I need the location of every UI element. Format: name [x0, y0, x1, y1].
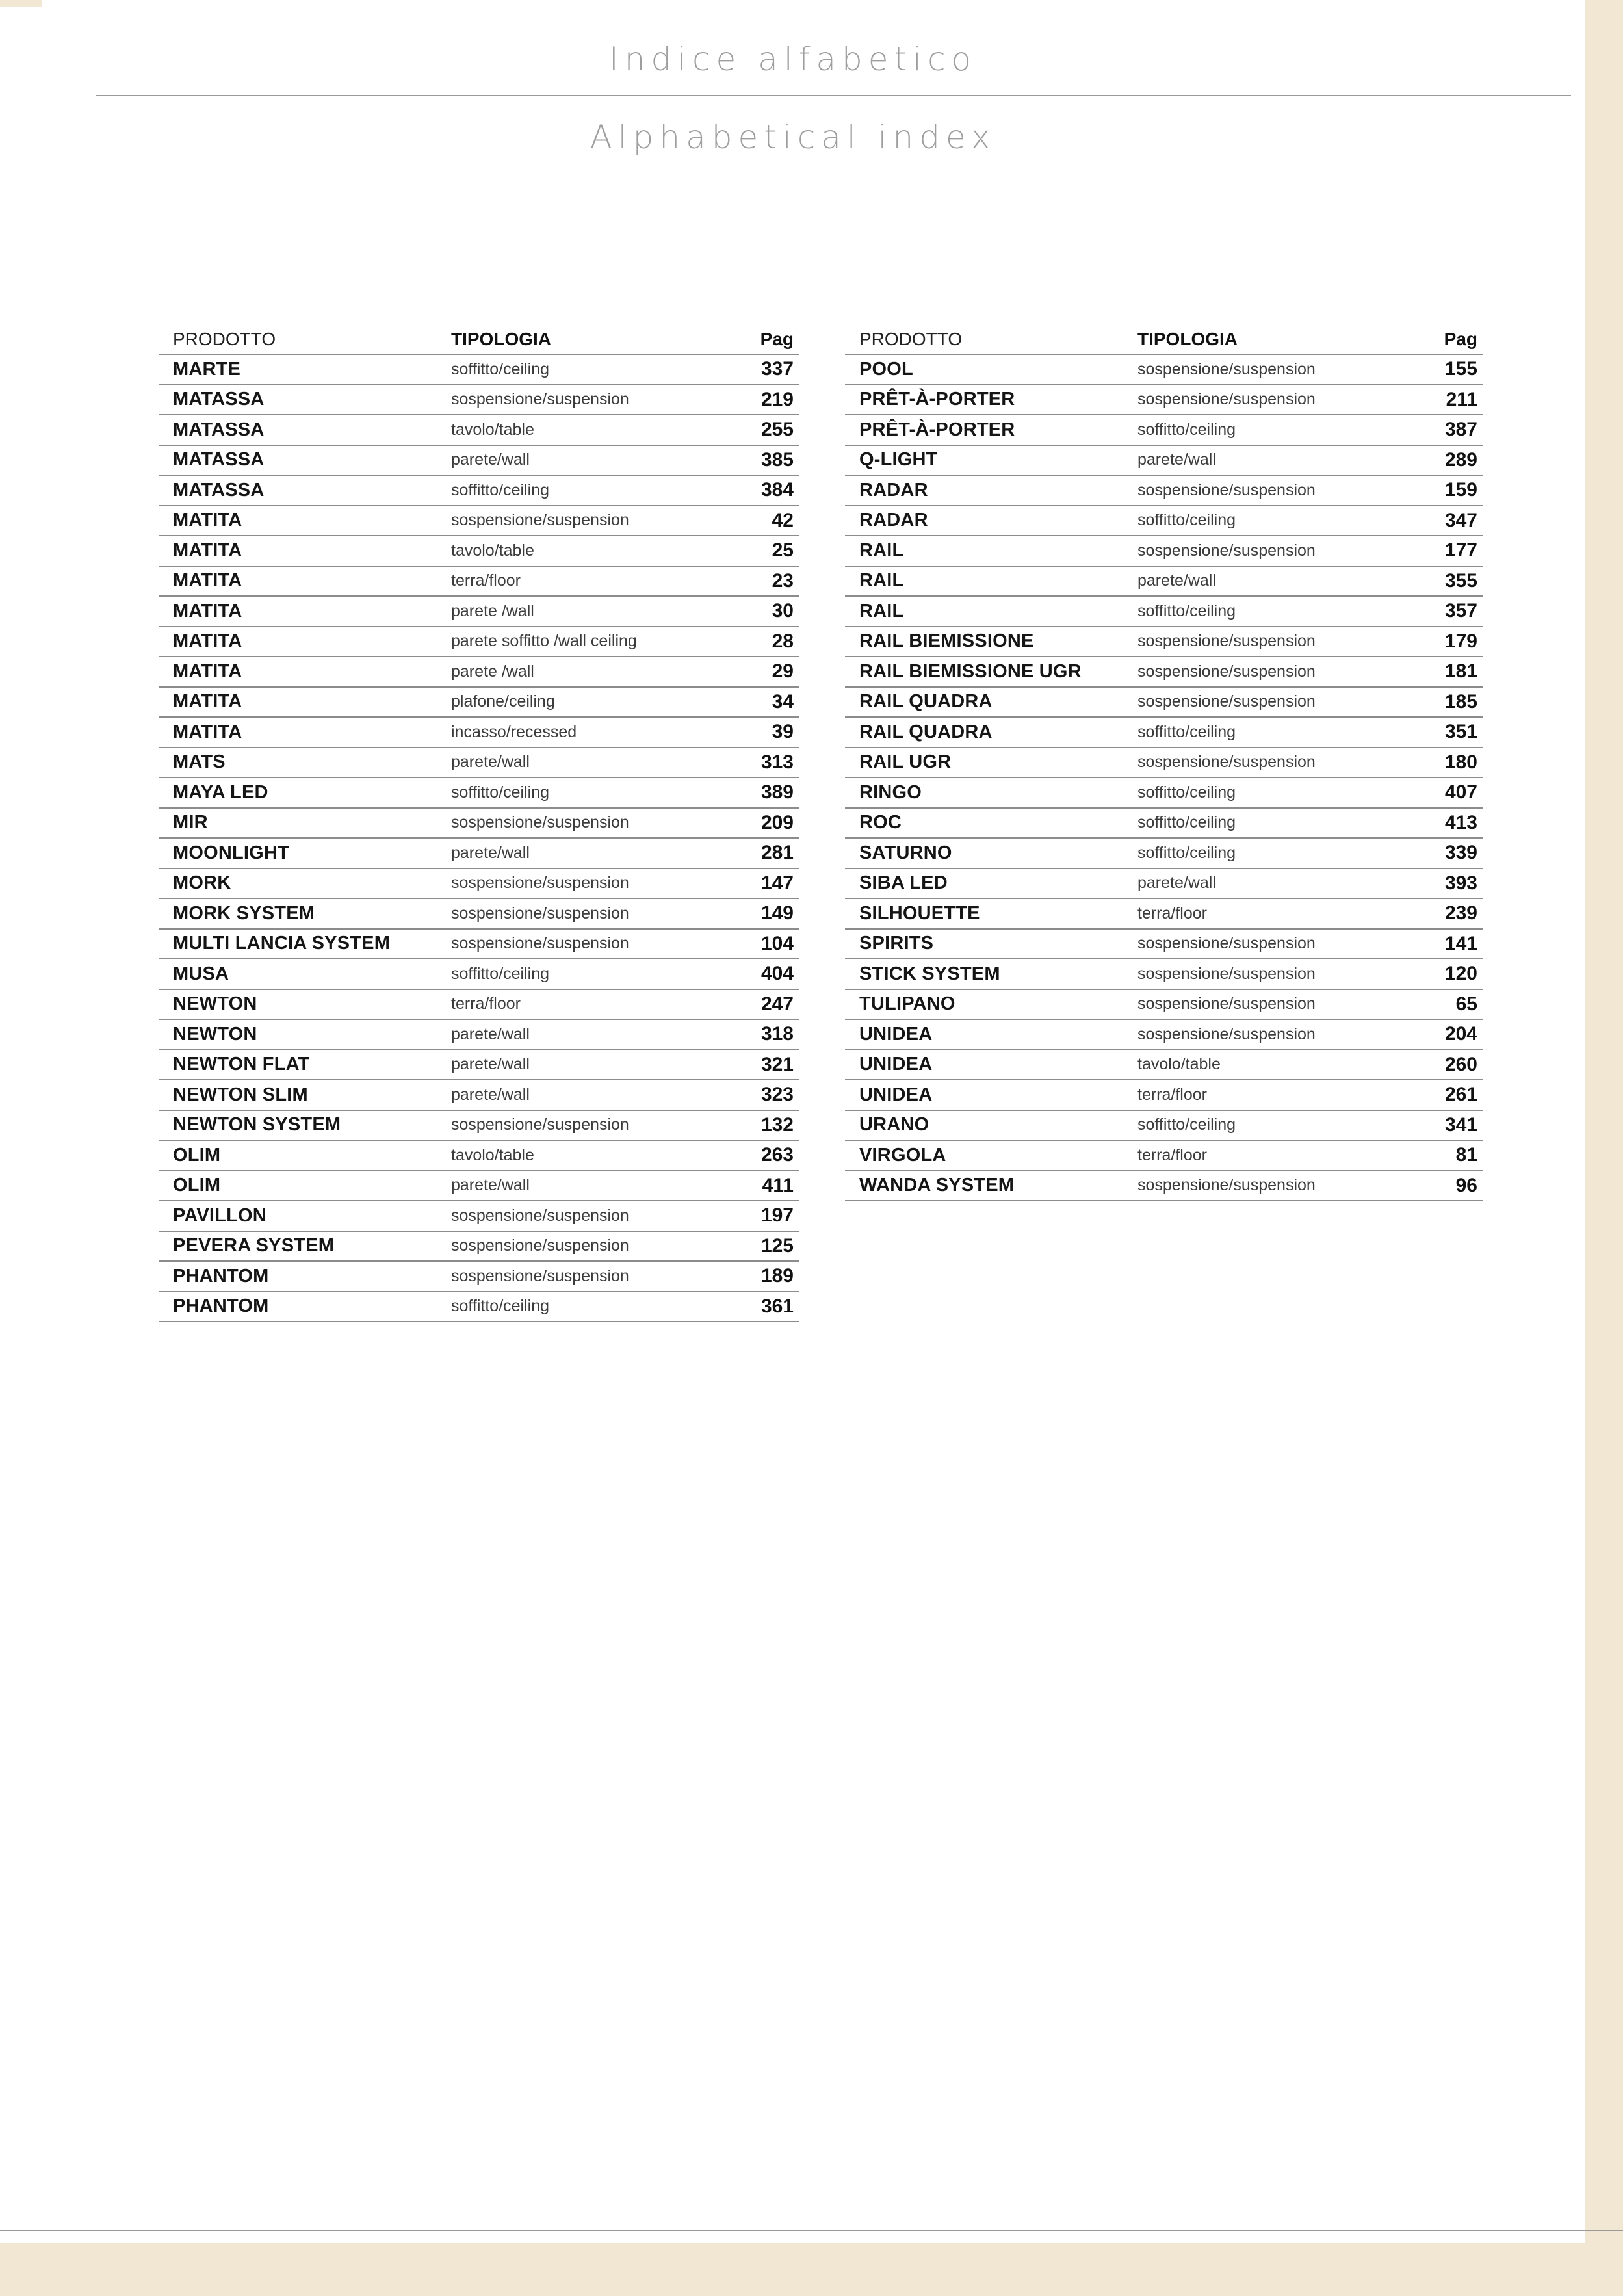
type-label: sospensione/suspension [1137, 390, 1316, 409]
table-row [845, 899, 1483, 930]
header-page: Pag [1444, 329, 1477, 349]
type-label: sospensione/suspension [1137, 934, 1316, 953]
page-number: 289 [1444, 449, 1477, 471]
product-name: MUSA [173, 963, 229, 984]
page-number: 239 [1444, 902, 1477, 924]
page-number: 347 [1444, 509, 1477, 531]
table-row [845, 506, 1483, 537]
table-row [845, 869, 1483, 900]
type-label: terra/floor [1137, 1145, 1207, 1164]
page-number: 125 [760, 1234, 794, 1257]
table-row [845, 688, 1483, 718]
type-label: parete/wall [451, 843, 530, 862]
table-row [159, 899, 799, 930]
product-name: MATITA [173, 600, 242, 621]
table-row [159, 778, 799, 809]
type-label: soffitto/ceiling [451, 480, 550, 499]
page-number: 185 [1444, 690, 1477, 712]
page-number: 385 [760, 449, 794, 471]
header-type: TIPOLOGIA [451, 329, 551, 349]
type-label: sospensione/suspension [451, 813, 629, 832]
type-label: tavolo/table [451, 1145, 534, 1164]
page-number: 404 [760, 963, 794, 985]
page-number: 179 [1444, 630, 1477, 652]
type-label: sospensione/suspension [1137, 964, 1316, 983]
type-label: parete/wall [451, 753, 530, 772]
product-name: MATASSA [173, 449, 265, 471]
table-row [845, 476, 1483, 506]
page-number: 65 [1455, 993, 1477, 1015]
table-row [159, 385, 799, 416]
table-row [159, 748, 799, 779]
accent-band-bottom [0, 2243, 1623, 2296]
page-number: 339 [1444, 842, 1477, 864]
page-number: 261 [1444, 1084, 1477, 1106]
title-divider [96, 95, 1571, 96]
page-number: 281 [760, 842, 794, 864]
page-number: 355 [1444, 569, 1477, 592]
product-name: RADAR [859, 479, 928, 501]
page-title-english: Alphabetical index [590, 118, 996, 156]
type-label: parete/wall [451, 1085, 530, 1104]
page-number: 247 [760, 993, 794, 1015]
product-name: MATITA [173, 631, 242, 652]
product-name: VIRGOLA [859, 1144, 946, 1166]
table-row [845, 959, 1483, 990]
page-number: 180 [1444, 751, 1477, 773]
table-row [159, 1111, 799, 1141]
table-row [159, 718, 799, 748]
type-label: parete/wall [451, 1024, 530, 1043]
table-row [845, 1141, 1483, 1171]
product-name: NEWTON [173, 993, 257, 1015]
page-number: 318 [760, 1023, 794, 1045]
type-label: soffitto/ceiling [451, 964, 550, 983]
product-name: SIBA LED [859, 872, 948, 894]
product-name: SILHOUETTE [859, 902, 980, 924]
page-number: 147 [760, 872, 794, 894]
type-label: sospensione/suspension [451, 1236, 629, 1255]
type-label: soffitto/ceiling [451, 1297, 550, 1316]
type-label: parete/wall [1137, 874, 1216, 893]
type-label: sospensione/suspension [1137, 632, 1316, 651]
page-number: 411 [762, 1174, 794, 1196]
table-row [845, 1171, 1483, 1202]
table-row [845, 809, 1483, 839]
product-name: PRÊT-À-PORTER [859, 419, 1015, 440]
corner-accent-chip [0, 0, 42, 7]
footer-rule [0, 2230, 1623, 2231]
product-name: MORK SYSTEM [173, 902, 315, 924]
table-row [159, 1201, 799, 1232]
page-number: 209 [760, 811, 794, 833]
type-label: soffitto/ceiling [451, 359, 550, 378]
table-row [845, 1111, 1483, 1141]
table-row [159, 597, 799, 627]
product-name: MATASSA [173, 389, 265, 410]
table-row [159, 476, 799, 506]
type-label: sospensione/suspension [1137, 692, 1316, 711]
table-row [845, 1080, 1483, 1111]
product-name: POOL [859, 358, 913, 380]
product-name: RAIL BIEMISSIONE UGR [859, 660, 1082, 682]
page-number: 23 [772, 569, 794, 592]
page-number: 255 [760, 419, 794, 441]
page-number: 361 [760, 1295, 794, 1317]
page-number: 149 [760, 902, 794, 924]
table-row [845, 748, 1483, 779]
type-label: tavolo/table [451, 420, 534, 439]
page-number: 141 [1444, 932, 1477, 954]
table-row [159, 839, 799, 869]
product-name: OLIM [173, 1175, 221, 1196]
page-number: 155 [1444, 358, 1477, 380]
table-row [159, 930, 799, 960]
product-name: RAIL QUADRA [859, 721, 993, 742]
product-name: NEWTON [173, 1023, 257, 1045]
product-name: URANO [859, 1114, 929, 1136]
page-number: 39 [772, 721, 794, 743]
table-row [845, 627, 1483, 658]
table-row [845, 839, 1483, 869]
page-number: 132 [760, 1114, 794, 1136]
type-label: parete soffitto /wall ceiling [451, 632, 637, 651]
product-name: OLIM [173, 1144, 221, 1166]
product-name: PHANTOM [173, 1265, 269, 1286]
table-row [159, 1020, 799, 1050]
table-row [159, 809, 799, 839]
type-label: soffitto/ceiling [1137, 511, 1236, 530]
type-label: soffitto/ceiling [451, 783, 550, 802]
type-label: sospensione/suspension [1137, 753, 1316, 772]
table-row [845, 657, 1483, 688]
table-row [845, 930, 1483, 960]
product-name: MATS [173, 751, 226, 773]
page-number: 389 [760, 781, 794, 803]
table-body-left [159, 355, 799, 1322]
product-name: PHANTOM [173, 1296, 269, 1317]
page-number: 323 [760, 1084, 794, 1106]
product-name: MOONLIGHT [173, 842, 290, 863]
table-header-row [845, 325, 1483, 355]
product-name: TULIPANO [859, 993, 955, 1015]
type-label: sospensione/suspension [1137, 541, 1316, 560]
page-number: 413 [1444, 811, 1477, 833]
table-row [159, 688, 799, 718]
page-number: 177 [1444, 540, 1477, 562]
page-number: 211 [1446, 388, 1477, 410]
type-label: sospensione/suspension [1137, 480, 1316, 499]
product-name: SATURNO [859, 842, 952, 863]
table-row [159, 657, 799, 688]
type-label: sospensione/suspension [451, 874, 629, 893]
table-row [845, 990, 1483, 1021]
header-product: PRODOTTO [859, 329, 963, 349]
product-name: UNIDEA [859, 1084, 933, 1105]
table-row [159, 567, 799, 597]
page-number: 29 [772, 660, 794, 683]
product-name: MATITA [173, 510, 242, 531]
table-row [159, 536, 799, 567]
page-number: 219 [760, 388, 794, 410]
table-header-row [159, 325, 799, 355]
product-name: MAYA LED [173, 781, 268, 803]
product-name: UNIDEA [859, 1054, 933, 1075]
table-row [159, 1080, 799, 1111]
page-number: 181 [1444, 660, 1477, 683]
table-row [845, 415, 1483, 446]
product-name: RADAR [859, 510, 928, 531]
product-name: RAIL [859, 540, 904, 561]
product-name: MORK [173, 872, 231, 894]
table-row [159, 506, 799, 537]
type-label: terra/floor [1137, 1085, 1207, 1104]
page-number: 313 [760, 751, 794, 773]
type-label: sospensione/suspension [451, 390, 629, 409]
page-number: 341 [1444, 1114, 1477, 1136]
product-name: MATITA [173, 691, 242, 712]
type-label: sospensione/suspension [1137, 1024, 1316, 1043]
page-number: 30 [772, 600, 794, 622]
table-row [159, 415, 799, 446]
page-number: 321 [760, 1053, 794, 1075]
product-name: STICK SYSTEM [859, 963, 1000, 984]
product-name: MATITA [173, 570, 242, 592]
table-row [845, 355, 1483, 385]
type-label: parete/wall [451, 1176, 530, 1195]
page-number: 260 [1444, 1053, 1477, 1075]
table-row [845, 597, 1483, 627]
table-row [159, 627, 799, 658]
product-name: MATITA [173, 540, 242, 561]
product-name: MATASSA [173, 419, 265, 440]
type-label: sospensione/suspension [451, 511, 629, 530]
product-name: Q-LIGHT [859, 449, 938, 471]
table-row [845, 567, 1483, 597]
page-number: 81 [1455, 1144, 1477, 1166]
type-label: sospensione/suspension [451, 1206, 629, 1225]
header-product: PRODOTTO [173, 329, 276, 349]
table-row [159, 959, 799, 990]
type-label: sospensione/suspension [451, 904, 629, 922]
type-label: soffitto/ceiling [1137, 813, 1236, 832]
product-name: RAIL BIEMISSIONE [859, 631, 1034, 652]
page-number: 204 [1444, 1023, 1477, 1045]
page-number: 337 [760, 358, 794, 380]
page-number: 263 [760, 1144, 794, 1166]
type-label: soffitto/ceiling [1137, 420, 1236, 439]
table-row [159, 990, 799, 1021]
type-label: plafone/ceiling [451, 692, 555, 711]
type-label: terra/floor [451, 995, 521, 1013]
product-name: RAIL QUADRA [859, 691, 993, 712]
table-row [845, 1050, 1483, 1081]
table-row [845, 1020, 1483, 1050]
product-name: MATITA [173, 660, 242, 682]
table-body-right [845, 355, 1483, 1201]
type-label: soffitto/ceiling [1137, 601, 1236, 620]
table-row [159, 1171, 799, 1202]
page-number: 407 [1444, 781, 1477, 803]
type-label: parete/wall [451, 1055, 530, 1074]
page-title-italian: Indice alfabetico [608, 40, 978, 78]
table-row [845, 385, 1483, 416]
page-number: 393 [1444, 872, 1477, 894]
type-label: terra/floor [1137, 904, 1207, 922]
page-number: 104 [760, 932, 794, 954]
page-number: 34 [772, 690, 794, 712]
page-number: 96 [1455, 1174, 1477, 1196]
type-label: tavolo/table [1137, 1055, 1221, 1074]
type-label: parete/wall [451, 450, 530, 469]
table-row [159, 1141, 799, 1171]
page-number: 159 [1444, 479, 1477, 501]
accent-band-right [1585, 0, 1623, 2296]
type-label: parete/wall [1137, 571, 1216, 590]
table-row [159, 1292, 799, 1323]
product-name: SPIRITS [859, 933, 934, 954]
product-name: WANDA SYSTEM [859, 1175, 1015, 1196]
page-number: 189 [760, 1265, 794, 1287]
table-row [845, 446, 1483, 476]
page-number: 28 [772, 630, 794, 652]
type-label: sospensione/suspension [1137, 995, 1316, 1013]
page-number: 351 [1444, 721, 1477, 743]
table-row [845, 718, 1483, 748]
table-row [159, 446, 799, 476]
type-label: terra/floor [451, 571, 521, 590]
type-label: parete/wall [1137, 450, 1216, 469]
table-row [159, 869, 799, 900]
product-name: NEWTON SYSTEM [173, 1114, 341, 1136]
product-name: MATASSA [173, 479, 265, 501]
index-table-left [159, 325, 799, 1322]
product-name: PEVERA SYSTEM [173, 1235, 335, 1257]
table-row [159, 1050, 799, 1081]
type-label: sospensione/suspension [1137, 662, 1316, 681]
product-name: RAIL [859, 570, 904, 592]
table-row [159, 1232, 799, 1262]
type-label: soffitto/ceiling [1137, 722, 1236, 741]
table-row [845, 536, 1483, 567]
product-name: MIR [173, 812, 208, 833]
type-label: tavolo/table [451, 541, 534, 560]
product-name: RAIL [859, 600, 904, 621]
page-number: 42 [772, 509, 794, 531]
product-name: RINGO [859, 781, 922, 803]
page-number: 25 [772, 540, 794, 562]
type-label: sospensione/suspension [451, 1266, 629, 1285]
product-name: NEWTON SLIM [173, 1084, 308, 1105]
page-number: 357 [1444, 600, 1477, 622]
type-label: sospensione/suspension [451, 934, 629, 953]
product-name: PAVILLON [173, 1205, 266, 1226]
table-row [845, 778, 1483, 809]
type-label: sospensione/suspension [1137, 359, 1316, 378]
type-label: sospensione/suspension [1137, 1176, 1316, 1195]
product-name: UNIDEA [859, 1023, 933, 1045]
page-number: 120 [1444, 963, 1477, 985]
page-number: 387 [1444, 419, 1477, 441]
product-name: ROC [859, 812, 902, 833]
product-name: MARTE [173, 358, 241, 380]
header-page: Pag [760, 329, 794, 349]
page-number: 197 [760, 1205, 794, 1227]
page-number: 384 [760, 479, 794, 501]
type-label: parete /wall [451, 601, 534, 620]
table-row [159, 355, 799, 385]
type-label: incasso/recessed [451, 722, 577, 741]
type-label: sospensione/suspension [451, 1115, 629, 1134]
header-type: TIPOLOGIA [1137, 329, 1238, 349]
type-label: soffitto/ceiling [1137, 1115, 1236, 1134]
type-label: soffitto/ceiling [1137, 783, 1236, 802]
product-name: MATITA [173, 721, 242, 742]
product-name: RAIL UGR [859, 751, 952, 773]
type-label: parete /wall [451, 662, 534, 681]
type-label: soffitto/ceiling [1137, 843, 1236, 862]
product-name: MULTI LANCIA SYSTEM [173, 933, 391, 954]
product-name: PRÊT-À-PORTER [859, 389, 1015, 410]
index-table-right [845, 325, 1483, 1201]
table-row [159, 1262, 799, 1292]
product-name: NEWTON FLAT [173, 1054, 310, 1075]
